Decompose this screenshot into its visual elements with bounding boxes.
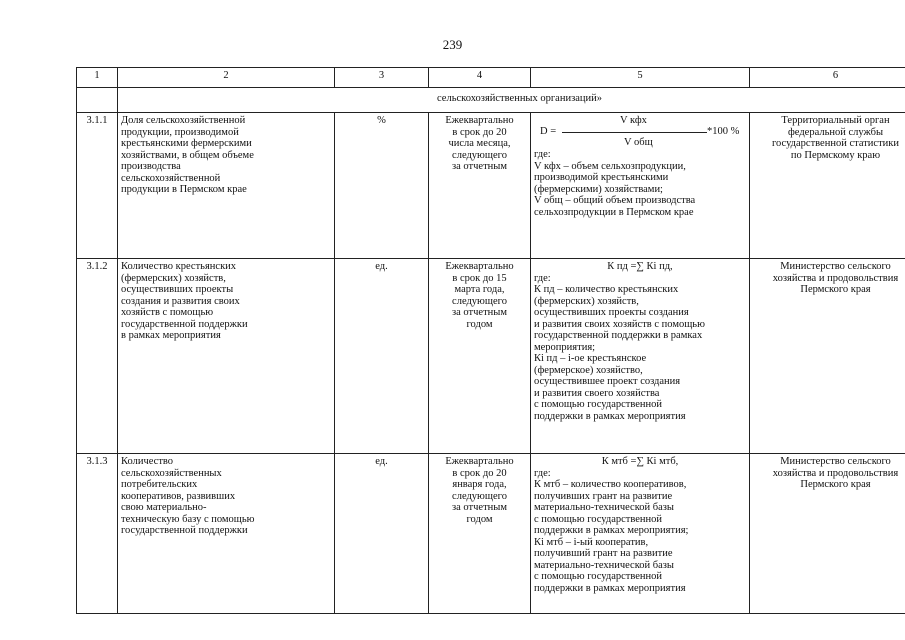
section-empty-cell xyxy=(77,88,118,113)
method-line: К мтб – количество кооперативов, xyxy=(534,479,687,490)
source-line: федеральной службы xyxy=(788,126,883,138)
period-line: следующего xyxy=(452,490,507,502)
method-line: материально-технической базы xyxy=(534,502,674,513)
period-line: в срок до 20 xyxy=(452,126,507,138)
row-number: 3.1.3 xyxy=(77,454,118,614)
method-line: (фермерское) хозяйство, xyxy=(534,364,643,376)
method-line: где: xyxy=(534,467,551,479)
method-line: где: xyxy=(534,272,551,284)
table-header-row xyxy=(77,68,905,88)
table-row xyxy=(77,454,905,614)
header-cell: 5 xyxy=(531,68,750,88)
indicator-line: (фермерских) хозяйств, xyxy=(121,272,226,284)
indicator-line: хозяйств с помощью xyxy=(121,307,214,318)
period-line: за отчетным xyxy=(452,307,507,318)
indicator-cell xyxy=(118,113,335,259)
period-cell xyxy=(429,113,531,259)
method-line: осуществившее проект создания xyxy=(534,376,681,387)
method-line: сельхозпродукции в Пермском крае xyxy=(534,206,694,218)
method-line: получивших грант на развитие xyxy=(534,490,673,502)
period-line: в срок до 20 xyxy=(452,467,507,479)
method-line: (фермерских) хозяйств, xyxy=(534,295,639,307)
formula-denominator: V общ xyxy=(624,137,653,148)
indicator-line: сельскохозяйственной xyxy=(121,172,221,184)
source-line: Министерство сельского xyxy=(780,456,891,467)
method-line: с помощью государственной xyxy=(534,571,663,582)
indicator-line: Доля сельскохозяйственной xyxy=(121,115,246,126)
unit-cell: ед. xyxy=(335,259,429,454)
method-line: осуществивших проекты создания xyxy=(534,307,689,318)
method-line: производимой крестьянскими xyxy=(534,172,669,183)
source-line: Министерство сельского xyxy=(780,261,891,272)
formula-fraction xyxy=(534,115,746,149)
period-line: числа месяца, xyxy=(448,138,511,149)
row-number: 3.1.1 xyxy=(77,113,118,259)
indicator-line: продукции, производимой xyxy=(121,126,239,138)
method-line: поддержки в рамках мероприятия xyxy=(534,410,686,422)
method-line: и развития своих хозяйств с помощью xyxy=(534,318,705,330)
source-line: хозяйства и продовольствия xyxy=(772,467,899,479)
formula-suffix: *100 % xyxy=(707,126,740,137)
formula-line: К пд =∑ Кi пд, xyxy=(607,261,673,272)
indicator-cell xyxy=(118,454,335,614)
source-cell xyxy=(750,454,905,614)
indicator-line: создания и развития своих xyxy=(121,295,240,307)
source-line: хозяйства и продовольствия xyxy=(772,272,899,284)
indicator-line: в рамках мероприятия xyxy=(121,330,221,341)
formula-numerator: V кфх xyxy=(620,115,647,126)
indicator-line: потребительских xyxy=(121,479,198,490)
indicator-line: сельскохозяйственных xyxy=(121,467,222,479)
period-line: годом xyxy=(466,318,493,330)
method-line: и развития своего хозяйства xyxy=(534,387,660,399)
method-line: Кi мтб – i-ый кооператив, xyxy=(534,536,649,548)
unit-cell: % xyxy=(335,113,429,259)
formula-line: К мтб =∑ Кi мтб, xyxy=(601,456,679,467)
table-row xyxy=(77,113,905,259)
indicator-line: хозяйствами, в общем объеме xyxy=(121,149,254,161)
method-line: V кфх – объем сельхозпродукции, xyxy=(534,160,686,172)
method-line: (фермерскими) хозяйствами; xyxy=(534,183,663,195)
period-line: марта года, xyxy=(454,284,505,295)
source-cell xyxy=(750,113,905,259)
page-number: 239 xyxy=(442,37,463,52)
header-cell: 3 xyxy=(335,68,429,88)
row-number: 3.1.2 xyxy=(77,259,118,454)
formula-lhs: D = xyxy=(540,126,557,137)
method-line: материально-технической базы xyxy=(534,559,674,571)
method-line: государственной поддержки в рамках xyxy=(534,330,703,341)
period-line: следующего xyxy=(452,149,507,161)
header-cell: 2 xyxy=(118,68,335,88)
header-cell: 6 xyxy=(750,68,905,88)
indicator-line: государственной поддержки xyxy=(121,525,248,536)
source-line: по Пермскому краю xyxy=(790,149,881,161)
period-line: Ежеквартально xyxy=(445,115,514,126)
period-line: в срок до 15 xyxy=(452,272,507,284)
source-line: Пермского края xyxy=(800,479,871,490)
header-cell: 1 xyxy=(77,68,118,88)
fraction-bar xyxy=(562,132,707,133)
period-line: за отчетным xyxy=(452,502,507,513)
period-cell xyxy=(429,454,531,614)
indicator-line: крестьянскими фермерскими xyxy=(121,138,252,149)
section-title: сельскохозяйственных организаций» xyxy=(118,88,905,113)
indicator-cell xyxy=(118,259,335,454)
indicator-line: Количество xyxy=(121,456,174,467)
source-line: Пермского края xyxy=(800,284,871,295)
method-cell xyxy=(531,113,750,259)
method-cell xyxy=(531,259,750,454)
unit-cell: ед. xyxy=(335,454,429,614)
method-cell xyxy=(531,454,750,614)
source-cell xyxy=(750,259,905,454)
section-row xyxy=(77,88,905,113)
method-line: мероприятия; xyxy=(534,341,596,353)
indicator-line: осуществивших проекты xyxy=(121,284,234,295)
method-line: где: xyxy=(534,149,551,160)
source-line: государственной статистики xyxy=(771,138,900,149)
method-line: К пд – количество крестьянских xyxy=(534,284,679,295)
method-line: получивший грант на развитие xyxy=(534,548,673,559)
period-line: годом xyxy=(466,513,493,525)
source-line: Территориальный орган xyxy=(781,115,890,126)
table-row xyxy=(77,259,905,454)
indicator-line: кооперативов, развивших xyxy=(121,490,236,502)
period-line: января года, xyxy=(452,479,507,490)
indicator-line: техническую базу с помощью xyxy=(121,513,255,525)
method-line: с помощью государственной xyxy=(534,513,663,525)
indicator-line: Количество крестьянских xyxy=(121,261,237,272)
indicator-line: государственной поддержки xyxy=(121,318,248,330)
method-line: поддержки в рамках мероприятия; xyxy=(534,525,689,536)
period-line: следующего xyxy=(452,295,507,307)
indicator-table xyxy=(76,67,905,614)
header-cell: 4 xyxy=(429,68,531,88)
method-line: с помощью государственной xyxy=(534,399,663,410)
method-line: V общ – общий объем производства xyxy=(534,195,696,206)
indicator-line: производства xyxy=(121,161,181,172)
period-cell xyxy=(429,259,531,454)
period-line: Ежеквартально xyxy=(445,456,514,467)
indicator-line: продукции в Пермском крае xyxy=(121,184,247,195)
method-line: поддержки в рамках мероприятия xyxy=(534,582,686,594)
period-line: Ежеквартально xyxy=(445,261,514,272)
period-line: за отчетным xyxy=(452,161,507,172)
indicator-line: свою материально- xyxy=(121,502,207,513)
method-line: Кi пд – i-ое крестьянское xyxy=(534,353,647,364)
